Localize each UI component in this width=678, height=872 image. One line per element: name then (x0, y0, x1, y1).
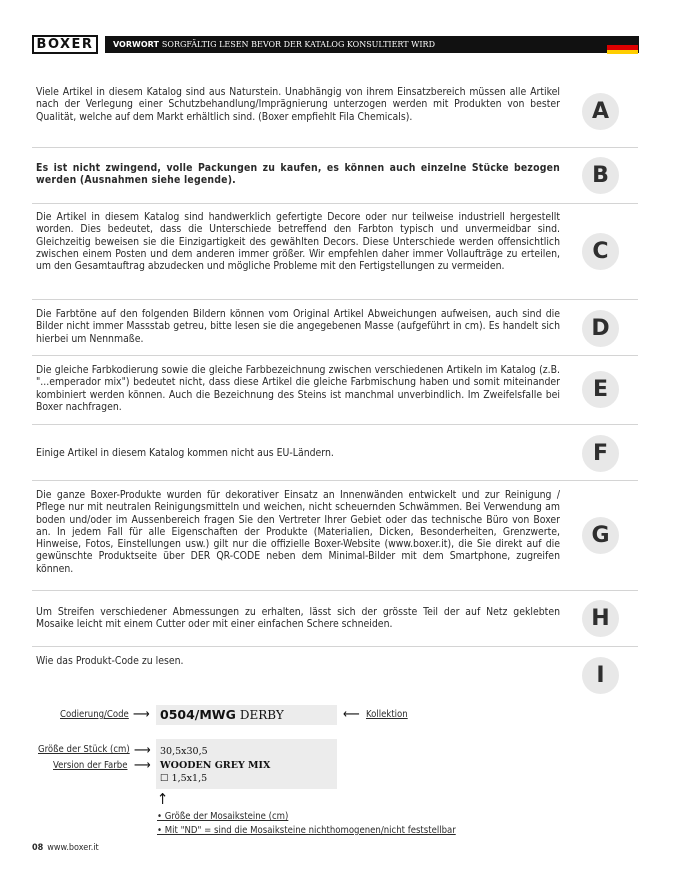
header-bar (105, 36, 639, 53)
color-value: WOODEN GREY MIX (160, 760, 271, 771)
section-text: Viele Artikel in diesem Katalog sind aus Naturstein. Unabhängig von ihrem Einsatzbereich müssen alle Artikel nach der Verlegung einer Schutzbehandlung/Imprägnierung unterzogen werden mit Produkten von bester Qualität, welche auf dem Markt erhältlich sind. (Boxer empfiehlt Fila Chemicals). (36, 86, 560, 123)
section-a (32, 75, 638, 148)
product-code (160, 707, 284, 722)
label-size: Größe der Stück (cm) (38, 744, 130, 755)
label-collection: Kollektion (366, 709, 408, 720)
mosaic-size-value: 1,5x1,5 (171, 773, 208, 784)
collection-value: DERBY (239, 708, 284, 722)
section-letter-badge: G (582, 517, 619, 554)
section-text: Wie das Produkt-Code zu lesen. (36, 655, 184, 667)
footer-url: www.boxer.it (47, 843, 99, 853)
section-f (32, 425, 638, 481)
section-i (32, 647, 638, 695)
section-text: Die Farbtöne auf den folgenden Bildern können vom Original Artikel Abweichungen aufweisen, auch sind die Bilder nicht immer Massstab getreu, bitte lesen sie die angegebenen Masse (aufgeführt in cm). Es handelt sich hierbei um Nennmaße. (36, 308, 560, 345)
header-title-bold: VORWORT (113, 40, 159, 49)
mosaic-square-icon: ☐ (160, 773, 169, 784)
header-title-rest: SORGFÄLTIG LESEN BEVOR DER KATALOG KONSULTIERT WIRD (161, 40, 435, 49)
arrow-right-icon: ⟶ (133, 707, 150, 722)
flag-stripe-gold (607, 50, 638, 54)
section-letter-badge: E (582, 371, 619, 408)
section-c (32, 204, 638, 300)
page-footer (32, 843, 99, 853)
note-nd: • Mit "ND" = sind die Mosaiksteine nichthomogenen/nicht feststellbar (157, 825, 456, 836)
section-text: Die gleiche Farbkodierung sowie die gleiche Farbbezeichnung zwischen verschiedenen Artikeln im Katalog (z.B. "...emperador mix") bedeutet nicht, dass diese Artikel die gleiche Farbmischung haben und somit miteinander kombiniert werden können. Auch die Bezeichnung des Steins ist manchmal unverbindlich. Im Zweifelsfalle bei Boxer nachfragen. (36, 364, 560, 413)
page-header (32, 35, 638, 54)
section-letter-badge: B (582, 157, 619, 194)
german-flag-icon (607, 41, 638, 54)
section-letter-badge: A (582, 93, 619, 130)
section-b (32, 148, 638, 204)
page-number: 08 (32, 843, 44, 853)
code-value: 0504/MWG (160, 707, 236, 722)
section-letter-badge: H (582, 600, 619, 637)
section-text: Es ist nicht zwingend, volle Packungen zu kaufen, es können auch einzelne Stücke bezogen werden (Ausnahmen siehe legende). (36, 162, 560, 187)
section-letter-badge: I (582, 657, 619, 694)
note-mosaic-size: • Größe der Mosaiksteine (cm) (157, 811, 289, 822)
mosaic-size-row (160, 773, 207, 784)
label-code: Codierung/Code (60, 709, 129, 720)
section-h (32, 591, 638, 647)
section-text: Um Streifen verschiedener Abmessungen zu erhalten, lässt sich der grösste Teil der auf Netz geklebten Mosaike leicht mit einem Cutter oder mit einer einfachen Schere schneiden. (36, 606, 560, 631)
section-text: Die Artikel in diesem Katalog sind handwerklich gefertigte Decore oder nur teilweise industriell hergestellt worden. Dies bedeutet, dass die Unterschiede betreffend den Farbton typisch und unvermeidbar sind. Gleichzeitig beweisen sie die Einzigartigkeit des gewählten Decors. Diese Unterschiede werden offensichtlich zwischen einem Posten und dem anderen immer größer. Wir empfehlen daher immer Vollaufträge zu erteilen, um den Gesamtauftrag abzudecken und mögliche Probleme mit den Fertigstellungen zu vermeiden. (36, 211, 560, 273)
arrow-left-icon: ⟵ (343, 707, 360, 722)
section-letter-badge: F (582, 435, 619, 472)
arrow-right-icon: ⟶ (134, 758, 151, 773)
section-letter-badge: C (582, 233, 619, 270)
section-text: Einige Artikel in diesem Katalog kommen nicht aus EU-Ländern. (36, 447, 334, 459)
section-text: Die ganze Boxer-Produkte wurden für dekorativer Einsatz an Innenwänden entwickelt und zur Reinigung / Pflege nur mit neutralen Reinigungsmitteln und weichen, nicht scheuernden Schwämmen. Bei Verwendung am boden und/oder im Aussenbereich fragen Sie den Vertreter Ihrer Gebiet oder das technische Büro von Boxer an. In jedem Fall für alle Eigenschaften der Produkte (Materialien, Dicken, Besonderheiten, Grenzwerte, Hinweise, Fotos, Einstellungen usw.) gilt nur die offizielle Boxer-Website (www.boxer.it), die Sie direkt auf die gewünschte Produktseite über DER QR-CODE neben dem Minimal-Bilder mit dem Smartphone, zugreifen können. (36, 489, 560, 575)
section-letter-badge: D (582, 310, 619, 347)
label-color: Version der Farbe (53, 760, 128, 771)
arrow-up-icon: ↑ (157, 790, 169, 808)
arrow-right-icon: ⟶ (134, 743, 151, 758)
section-e (32, 356, 638, 425)
section-d (32, 300, 638, 356)
section-g (32, 481, 638, 591)
boxer-logo: BOXER (32, 35, 98, 54)
size-value: 30,5x30,5 (160, 746, 208, 757)
